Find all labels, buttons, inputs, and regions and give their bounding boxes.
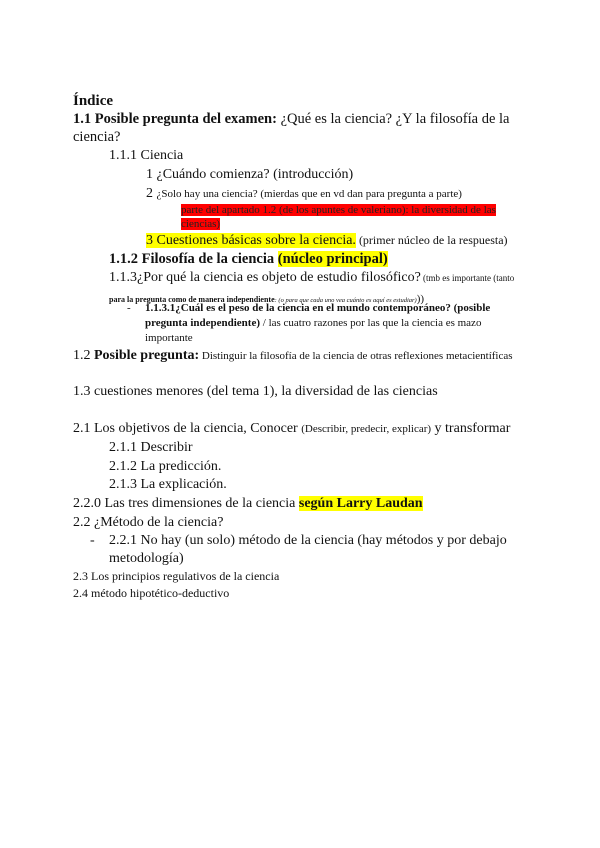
heading-1-1-3-text: 1.1.3¿Por qué la ciencia es objeto de estudio filosófico? [109, 270, 421, 285]
heading-2-2-0-text: 2.2.0 Las tres dimensiones de la ciencia [73, 496, 299, 511]
heading-2-2-0 [73, 496, 423, 512]
red-note-text-1: parte del apartado 1.2 (de los apuntes de valeriano): la diversidad de las [181, 204, 496, 216]
heading-1-1-2-highlight: (núcleo principal) [277, 251, 388, 267]
heading-1-1-3-1-cont [145, 317, 481, 330]
heading-1-1 [73, 111, 510, 128]
heading-2-1-small: (Describir, predecir, explicar) [301, 423, 432, 435]
heading-1-1-2 [109, 251, 388, 268]
heading-1-1-3-bold-note: para la pregunta como de manera independiente [109, 295, 275, 304]
heading-1-2-num: 1.2 [73, 348, 94, 363]
heading-2-3: 2.3 Los principios regulativos de la ciencia [73, 569, 280, 583]
heading-1-1-2-label: 1.1.2 Filosofía de la ciencia [109, 251, 275, 267]
heading-1-1-1: 1.1.1 Ciencia [109, 148, 184, 163]
heading-2-1-2: 2.1.2 La predicción. [109, 459, 222, 474]
list-item-2-text: ¿Solo hay una ciencia? (mierdas que en vd dan para pregunta a parte) [156, 188, 462, 200]
bullet-1-1-3-1: - [127, 302, 131, 314]
heading-1-1-3 [109, 270, 514, 286]
heading-1-2-text: Distinguir la filosofía de la ciencia de otras reflexiones metacientíficas [199, 350, 513, 362]
index-title: Índice [73, 93, 114, 109]
heading-1-1-3-1-rest: / las cuatro razones por las que la ciencia es mazo [260, 317, 482, 329]
heading-2-4: 2.4 método hipotético-deductivo [73, 586, 230, 600]
heading-2-2-0-highlight: según Larry Laudan [298, 496, 423, 511]
list-item-1: 1 ¿Cuándo comienza? (introducción) [146, 167, 354, 182]
list-item-3-highlight: 3 Cuestiones básicas sobre la ciencia. [146, 233, 356, 248]
heading-2-1-3: 2.1.3 La explicación. [109, 477, 227, 492]
heading-2-1 [73, 421, 510, 437]
list-item-3-rest: (primer núcleo de la respuesta) [355, 233, 508, 247]
red-note-line-2 [181, 218, 220, 231]
bullet-2-2-1: - [90, 533, 95, 548]
heading-1-3: 1.3 cuestiones menores (del tema 1), la diversidad de las ciencias [73, 384, 438, 399]
list-item-3 [146, 233, 508, 249]
heading-1-1-3-end: )) [416, 293, 425, 305]
red-note-line-1 [181, 204, 496, 217]
heading-2-1-b: y transformar [431, 421, 511, 436]
list-item-2-num: 2 [146, 186, 157, 201]
heading-2-1-a: 2.1 Los objetivos de la ciencia, Conocer [73, 421, 302, 436]
heading-1-1-3-tiny-note: : (o para que cada uno vea cuánto es aquí es estudiar) [274, 297, 417, 304]
red-note-text-2: ciencias) [181, 218, 221, 230]
list-item-2 [146, 186, 462, 202]
heading-2-2-1: 2.2.1 No hay (un solo) método de la ciencia (hay métodos y por debajo [109, 533, 507, 548]
heading-1-1-3-note: (tmb es importante (tanto [420, 273, 515, 283]
heading-1-1-3-1-end: importante [145, 332, 193, 344]
heading-1-2 [73, 348, 513, 364]
heading-1-1-label: 1.1 Posible pregunta del examen: [73, 111, 277, 127]
heading-1-1-cont: ciencia? [73, 129, 121, 145]
heading-2-1-1: 2.1.1 Describir [109, 440, 193, 455]
heading-1-1-3-1-bold: pregunta independiente) [145, 317, 261, 329]
heading-2-2: 2.2 ¿Método de la ciencia? [73, 515, 224, 530]
heading-1-1-3-1: 1.1.3.1¿Cuál es el peso de la ciencia en el mundo contemporáneo? (posible [145, 302, 491, 314]
heading-2-2-1-cont: metodología) [109, 551, 184, 566]
heading-1-2-bold: Posible pregunta: [94, 348, 200, 363]
heading-1-1-text: ¿Qué es la ciencia? ¿Y la filosofía de la [276, 111, 510, 127]
